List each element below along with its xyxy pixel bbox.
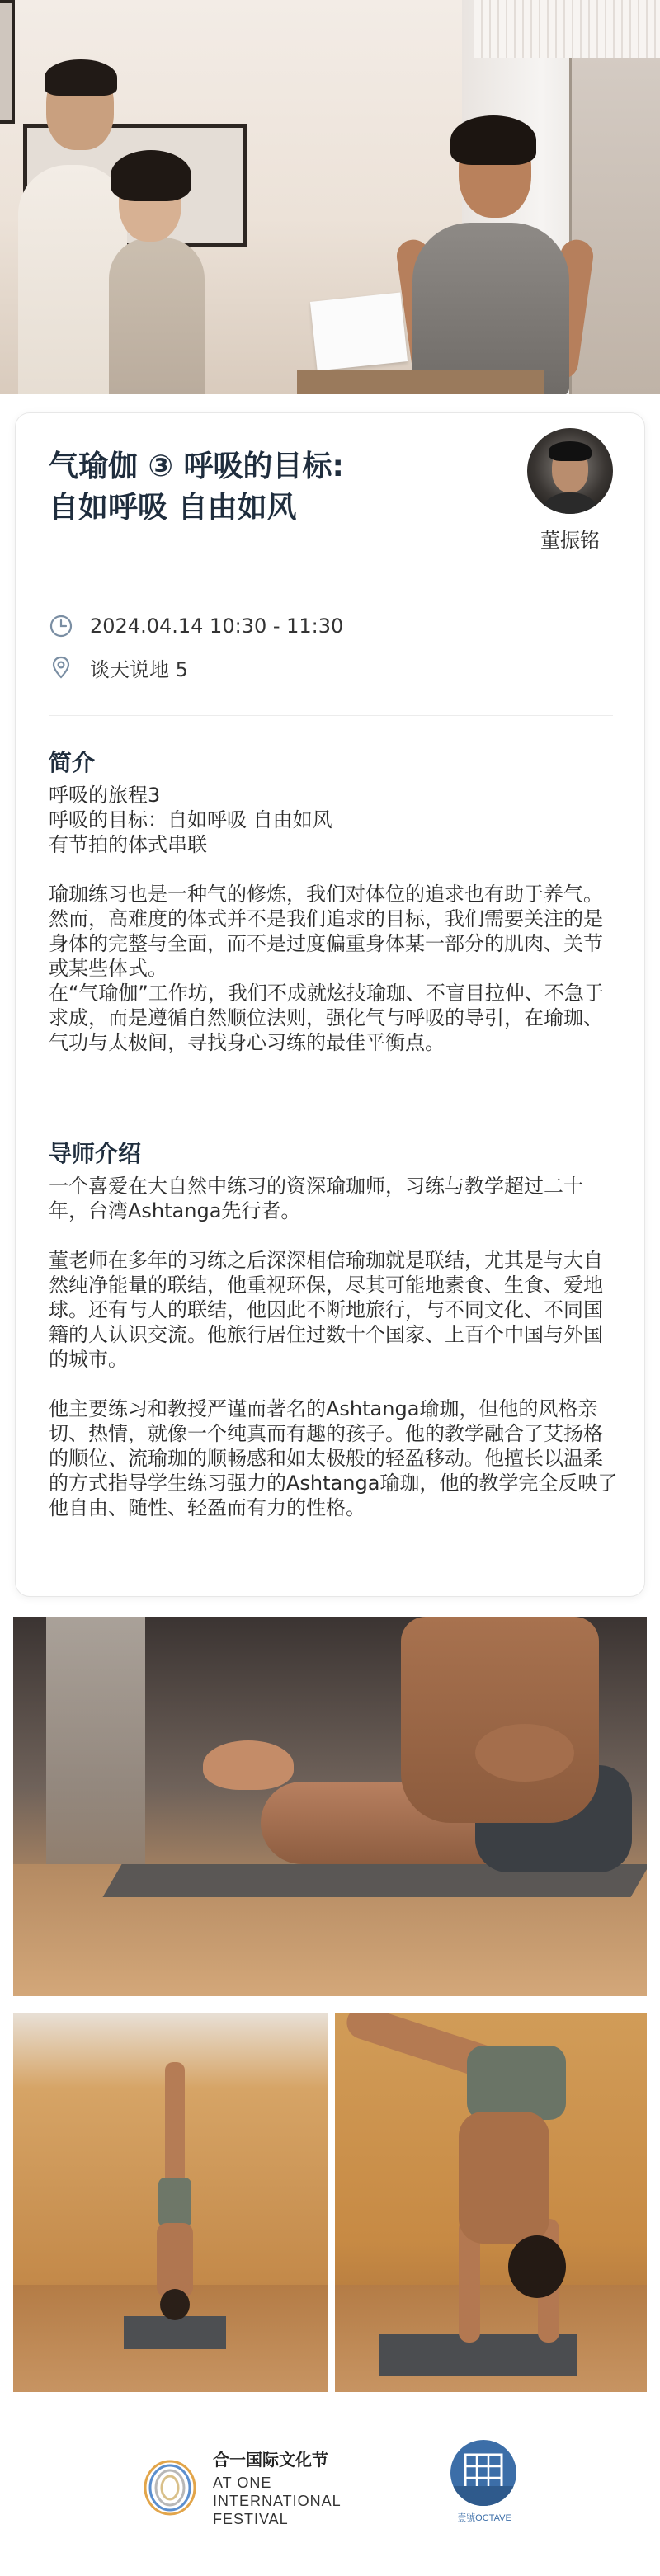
host-name[interactable]: 董振铭 bbox=[540, 529, 600, 552]
intro-line: 呼吸的目标：自如呼吸 自由如风 bbox=[49, 808, 332, 831]
intro-paragraph: 瑜珈练习也是一种气的修炼，我们对体位的追求也有助于养气。然而，高难度的体式并不是我们追求的目标，我们需要关注的是身体的完整与全面，而不是过度偏重身体某一部分的肌肉、关节或某些体式。 bbox=[49, 883, 603, 980]
teacher-paragraph: 他主要练习和教授严谨而著名的Ashtanga瑜珈，但他的风格亲切、热情，就像一个纯真而有趣的孩子。他的教学融合了艾扬格的顺位、流瑜珈的顺畅感和如太极般的轻盈移动。他擅长以温柔的方式指导学生练习强力的Ashtanga瑜珈，他的教学完全反映了他自由、随性、轻盈而有力的性格。 bbox=[49, 1397, 618, 1519]
festival-name-en: FESTIVAL bbox=[213, 2511, 289, 2527]
yoga-photo-meditation bbox=[13, 1617, 647, 1996]
intro-heading: 简介 bbox=[49, 749, 96, 776]
festival-name-en: AT ONE bbox=[213, 2475, 272, 2491]
yoga-photo-handstand bbox=[335, 2013, 647, 2392]
host-avatar[interactable] bbox=[527, 428, 613, 514]
partner-logo bbox=[450, 2440, 518, 2524]
location-pin-icon bbox=[49, 655, 73, 680]
intro-line: 呼吸的旅程3 bbox=[49, 784, 161, 807]
teacher-paragraph: 一个喜爱在大自然中练习的资深瑜珈师，习练与教学超过二十年，台湾Ashtanga先行者。 bbox=[49, 1175, 583, 1222]
festival-name-cn: 合一国际文化节 bbox=[213, 2450, 328, 2470]
event-datetime: 2024.04.14 10:30 - 11:30 bbox=[90, 615, 344, 638]
festival-rings-icon bbox=[140, 2458, 200, 2517]
intro-line: 有节拍的体式串联 bbox=[49, 833, 207, 856]
teacher-heading: 导师介绍 bbox=[49, 1140, 142, 1167]
festival-logo bbox=[140, 2446, 342, 2528]
partner-caption: 壹號OCTAVE bbox=[457, 2513, 512, 2523]
event-title bbox=[49, 446, 478, 529]
divider bbox=[49, 715, 613, 716]
event-location: 谈天说地 5 bbox=[90, 657, 188, 681]
partner-seal-icon bbox=[450, 2440, 516, 2506]
teacher-paragraph: 董老师在多年的习练之后深深相信瑜珈就是联结，尤其是与大自然纯净能量的联结，他重视环保，尽其可能地素食、生食、爱地球。还有与人的联结，他因此不断地旅行，与不同文化、不同国籍的人认识交流。他旅行居住过数十个国家、上百个中国与外国的城市。 bbox=[49, 1249, 603, 1371]
hero-photo bbox=[0, 0, 660, 394]
event-location-row[interactable] bbox=[49, 653, 188, 681]
event-title-line2: 自如呼吸 自由如风 bbox=[49, 491, 297, 525]
yoga-photo-headstand bbox=[13, 2013, 328, 2392]
event-card bbox=[15, 412, 645, 1597]
clock-icon bbox=[49, 614, 73, 638]
teacher-body bbox=[49, 1174, 618, 1520]
festival-name-en: INTERNATIONAL bbox=[213, 2493, 342, 2509]
intro-body bbox=[49, 783, 618, 1055]
event-title-line1: 气瑜伽 ③ 呼吸的目标: bbox=[49, 450, 344, 483]
intro-paragraph: 在“气瑜伽”工作坊，我们不成就炫技瑜珈、不盲目拉伸、不急于求成，而是遵循自然顺位法则，强化气与呼吸的导引，在瑜珈、气功与太极间，寻找身心习练的最佳平衡点。 bbox=[49, 982, 604, 1054]
event-datetime-row bbox=[49, 612, 343, 640]
